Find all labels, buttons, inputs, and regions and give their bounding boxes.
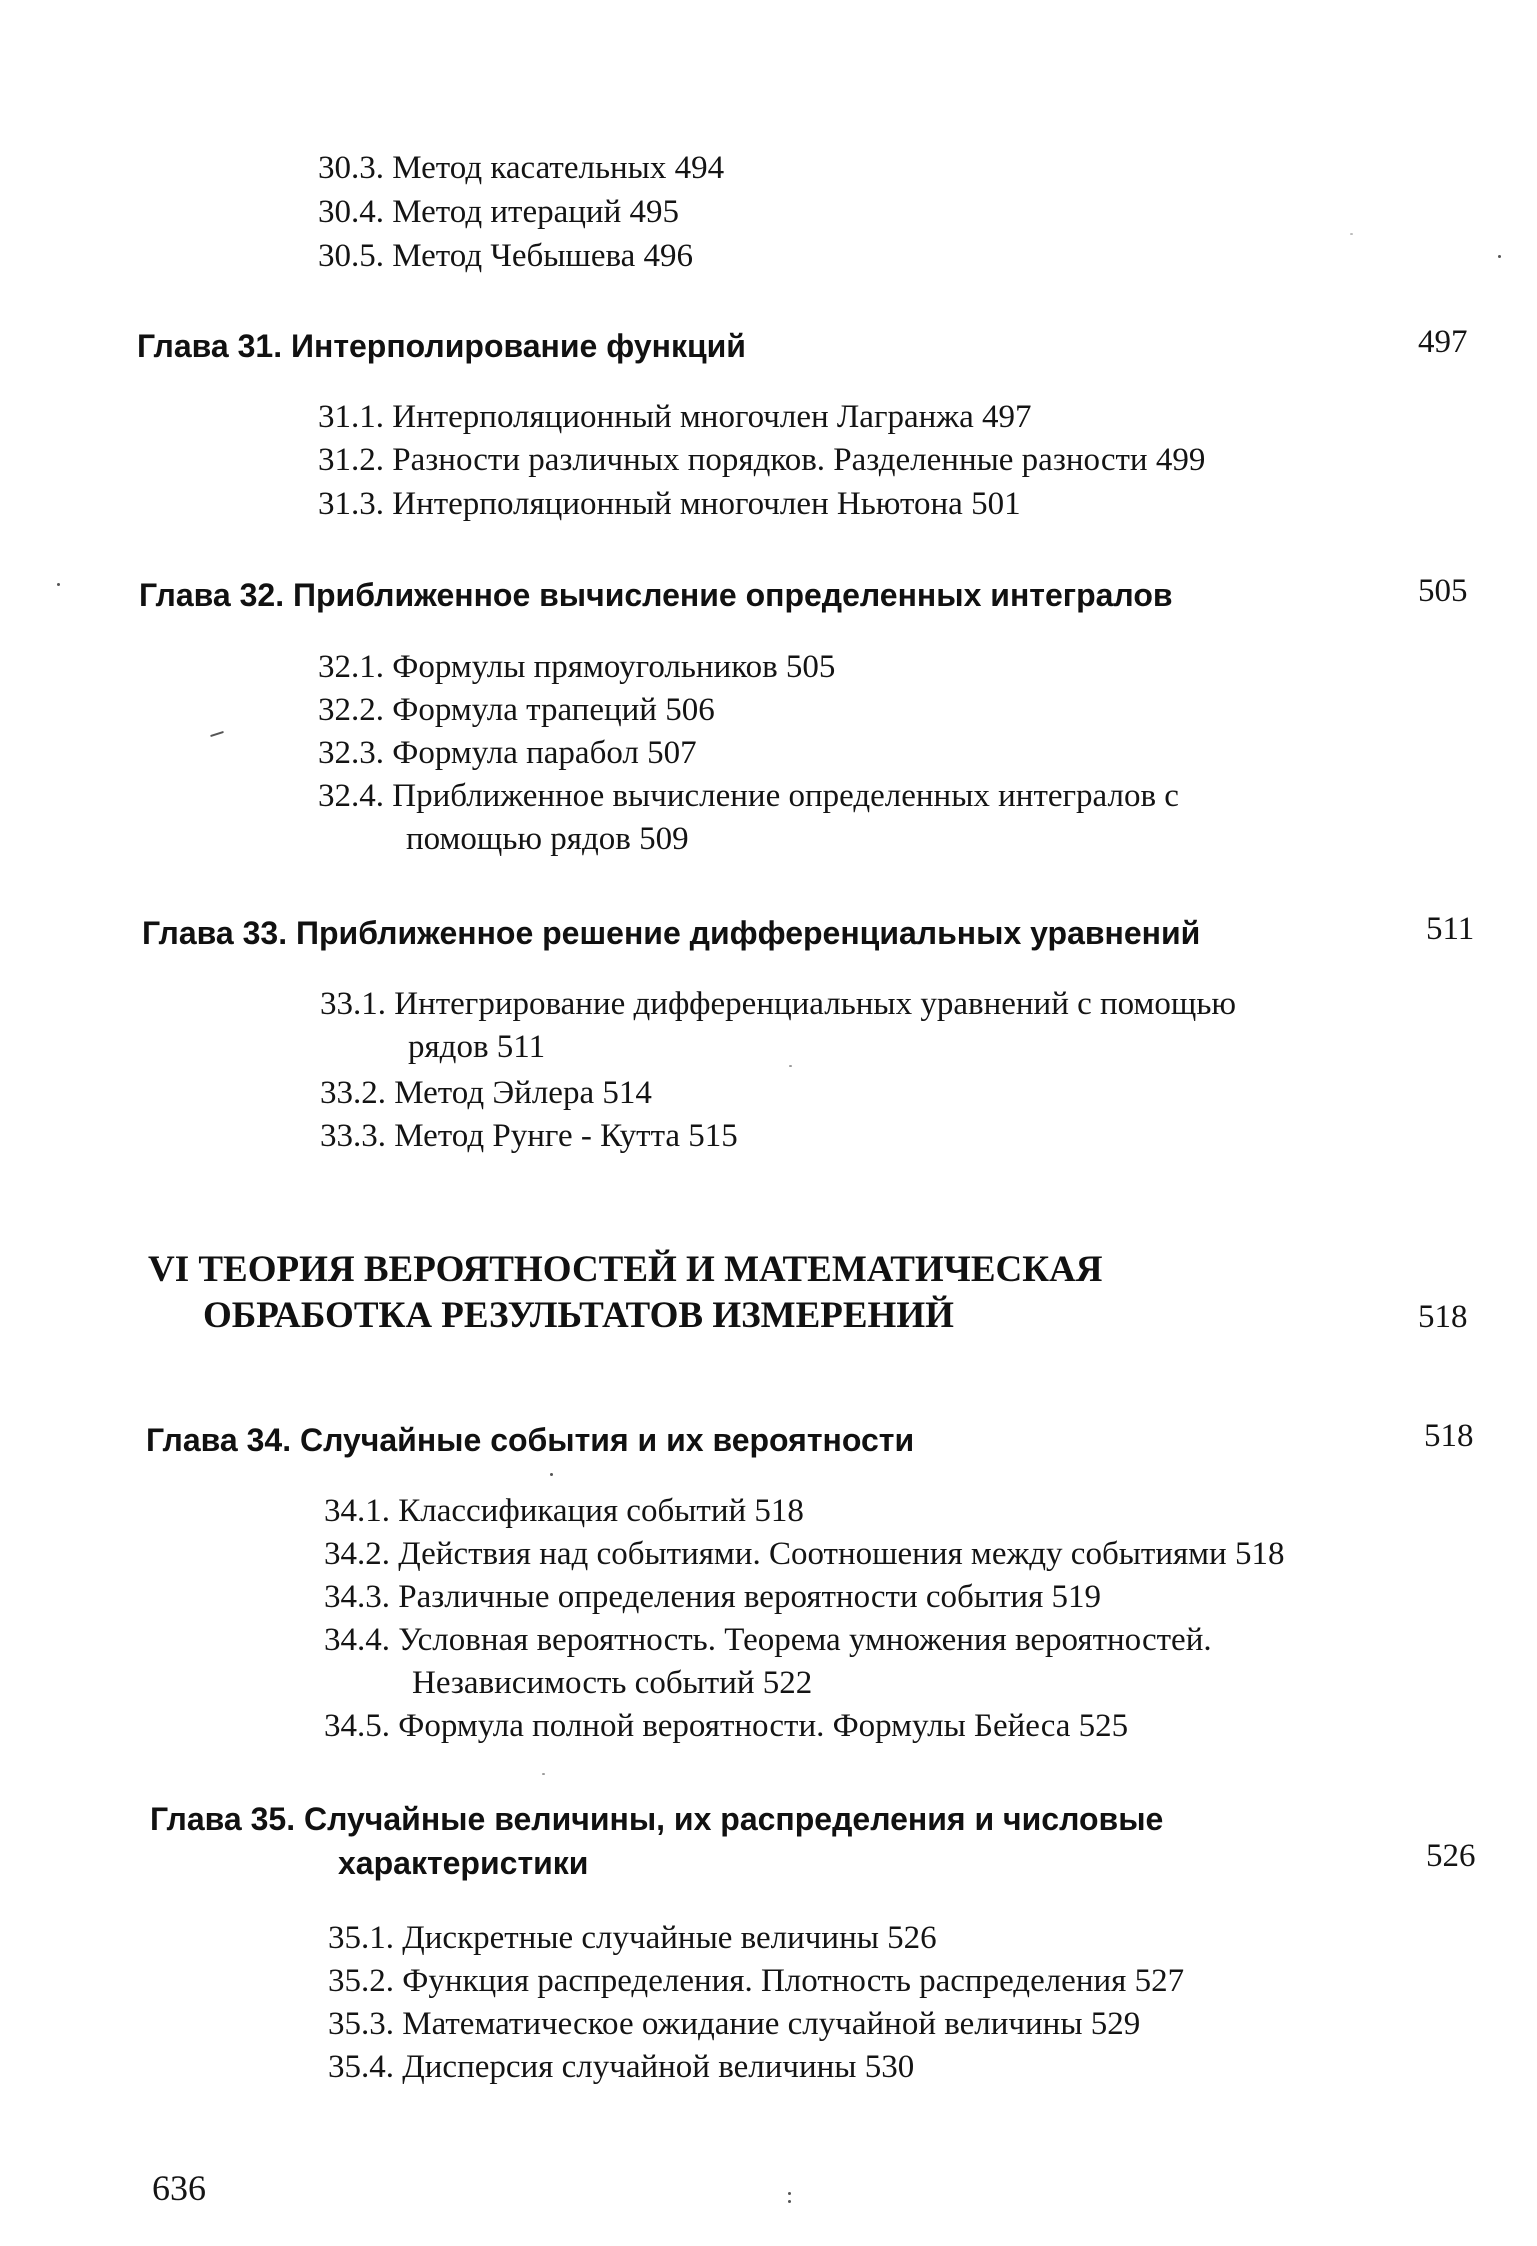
toc-chapter-31-page: 497 <box>1418 324 1468 360</box>
toc-section-34-4 <box>324 1619 1212 1705</box>
toc-section-33-1-line1: 33.1. Интегрирование дифференциальных уравнений с помощью <box>320 986 1237 1022</box>
toc-section-33-2: 33.2. Метод Эйлера 514 <box>320 1075 652 1111</box>
toc-section-31-2: 31.2. Разности различных порядков. Разделенные разности 499 <box>318 442 1206 478</box>
scan-speck <box>550 1473 553 1476</box>
toc-part-6-title <box>148 1247 1103 1339</box>
toc-section-30-4: 30.4. Метод итераций 495 <box>318 194 679 230</box>
toc-chapter-32-page: 505 <box>1418 573 1468 609</box>
scan-speck <box>1350 233 1353 235</box>
toc-section-34-2: 34.2. Действия над событиями. Соотношения между событиями 518 <box>324 1536 1285 1572</box>
page-number: 636 <box>152 2168 206 2208</box>
toc-section-35-4: 35.4. Дисперсия случайной величины 530 <box>328 2049 915 2085</box>
toc-section-35-2: 35.2. Функция распределения. Плотность распределения 527 <box>328 1963 1185 1999</box>
toc-chapter-35-page: 526 <box>1426 1838 1476 1874</box>
toc-section-34-1: 34.1. Классификация событий 518 <box>324 1493 804 1529</box>
toc-section-32-4-line1: 32.4. Приближенное вычисление определенных интегралов с <box>318 778 1179 814</box>
toc-chapter-33-page: 511 <box>1426 911 1475 947</box>
toc-section-34-3: 34.3. Различные определения вероятности события 519 <box>324 1579 1101 1615</box>
toc-chapter-33-title: Глава 33. Приближенное решение дифференциальных уравнений <box>142 915 1201 951</box>
toc-section-31-3: 31.3. Интерполяционный многочлен Ньютона 501 <box>318 486 1021 522</box>
scan-speck <box>210 731 224 737</box>
toc-part-6-title-line1: VI ТЕОРИЯ ВЕРОЯТНОСТЕЙ И МАТЕМАТИЧЕСКАЯ <box>148 1249 1103 1290</box>
toc-section-31-1: 31.1. Интерполяционный многочлен Лагранжа 497 <box>318 399 1032 435</box>
toc-section-30-5: 30.5. Метод Чебышева 496 <box>318 238 694 274</box>
toc-section-32-3: 32.3. Формула парабол 507 <box>318 735 697 771</box>
scan-speck <box>789 1065 792 1067</box>
toc-chapter-34-title: Глава 34. Случайные события и их вероятности <box>146 1422 915 1458</box>
scan-speck <box>542 1773 545 1775</box>
toc-section-33-1 <box>320 983 1236 1069</box>
toc-section-34-4-line1: 34.4. Условная вероятность. Теорема умножения вероятностей. <box>324 1622 1212 1658</box>
toc-chapter-32-title: Глава 32. Приближенное вычисление определенных интегралов <box>139 577 1173 613</box>
toc-section-32-1: 32.1. Формулы прямоугольников 505 <box>318 649 836 685</box>
scan-speck <box>1498 255 1501 258</box>
toc-section-35-3: 35.3. Математическое ожидание случайной величины 529 <box>328 2006 1141 2042</box>
toc-section-34-4-line2: Независимость событий 522 <box>412 1665 813 1701</box>
toc-section-32-4-line2: помощью рядов 509 <box>406 821 689 857</box>
toc-part-6-title-line2: ОБРАБОТКА РЕЗУЛЬТАТОВ ИЗМЕРЕНИЙ <box>203 1295 954 1336</box>
toc-section-33-1-line2: рядов 511 <box>408 1029 546 1065</box>
scan-speck <box>788 2192 791 2195</box>
toc-section-33-3: 33.3. Метод Рунге - Кутта 515 <box>320 1118 738 1154</box>
toc-section-32-4 <box>318 775 1179 861</box>
toc-chapter-31-title: Глава 31. Интерполирование функций <box>137 328 746 364</box>
toc-section-30-3: 30.3. Метод касательных 494 <box>318 150 725 186</box>
toc-chapter-35-title <box>150 1797 1163 1885</box>
toc-section-32-2: 32.2. Формула трапеций 506 <box>318 692 715 728</box>
toc-chapter-35-title-line1: Глава 35. Случайные величины, их распределения и числовые <box>150 1801 1164 1837</box>
toc-part-6-page: 518 <box>1418 1299 1468 1335</box>
scan-speck <box>788 2200 791 2203</box>
toc-chapter-34-page: 518 <box>1424 1418 1474 1454</box>
toc-section-35-1: 35.1. Дискретные случайные величины 526 <box>328 1920 937 1956</box>
toc-section-34-5: 34.5. Формула полной вероятности. Формулы Бейеса 525 <box>324 1708 1129 1744</box>
scan-speck <box>57 583 60 586</box>
toc-chapter-35-title-line2: характеристики <box>338 1845 589 1881</box>
